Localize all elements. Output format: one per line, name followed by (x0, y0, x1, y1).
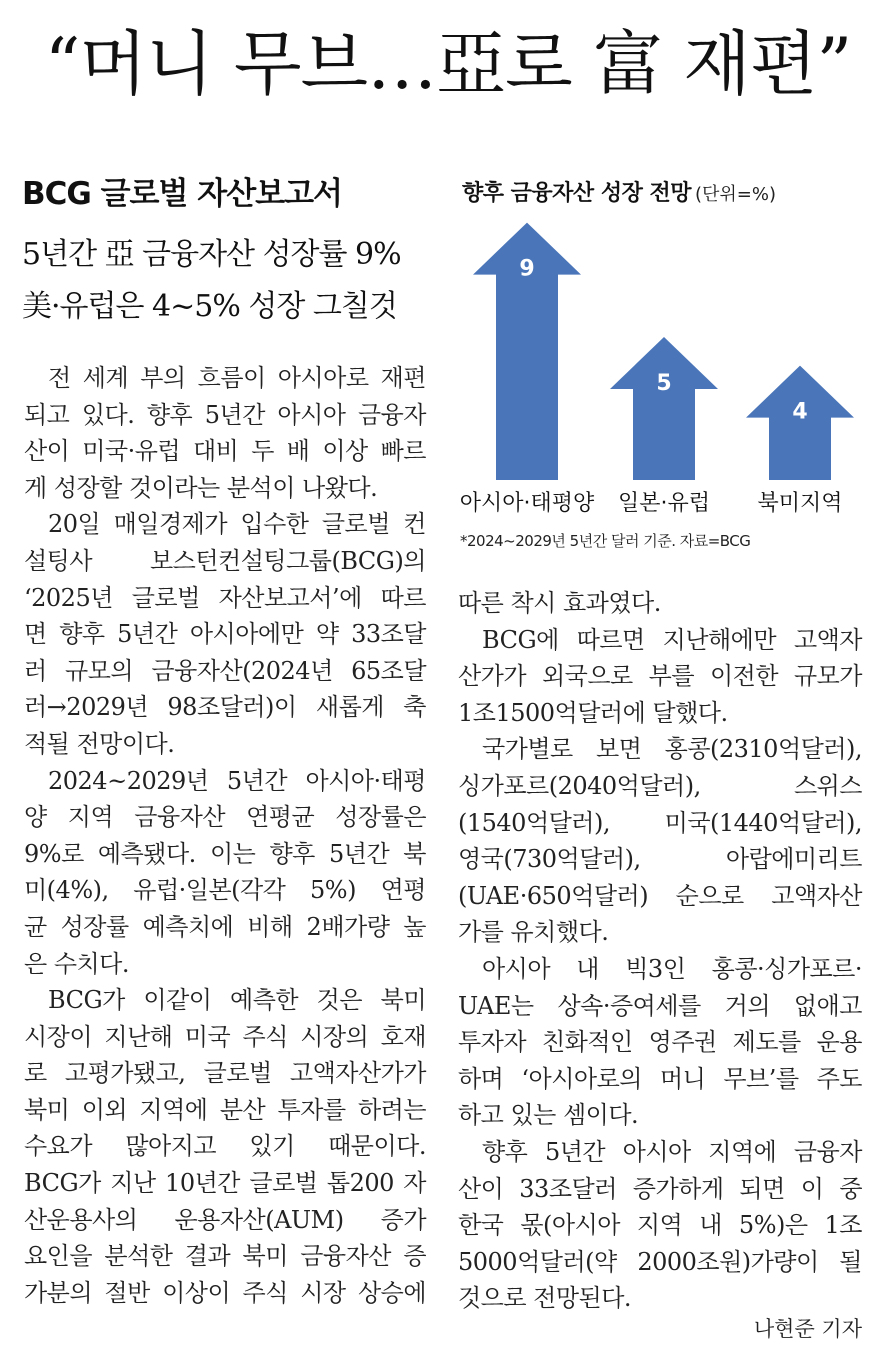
article-line: 게 성장할 것이라는 분석이 나왔다. (24, 473, 378, 502)
article-line: 가를 유치했다. (458, 918, 609, 947)
chart-canvas (450, 170, 870, 570)
article-line: 전 세계 부의 흐름이 아시아로 재편 (48, 364, 426, 392)
article-line: 투자자 친화적인 영주권 제도를 운용 (458, 1028, 862, 1057)
article-line: 따른 착시 효과였다. (458, 589, 661, 617)
data-label: 9 (519, 256, 535, 282)
article-line: 요인을 분석한 결과 북미 금융자산 증 (24, 1242, 426, 1271)
article-line: 영국(730억달러), 아랍에미리트 (458, 845, 862, 874)
byline: 나현준 기자 (753, 1317, 862, 1341)
data-label: 4 (792, 399, 808, 425)
article-line: BCG가 이같이 예측한 것은 북미 (48, 986, 426, 1015)
article-line: 러 규모의 금융자산(2024년 65조달 (24, 656, 426, 685)
deck-line-2: 美·유럽은 4~5% 성장 그칠것 (22, 289, 397, 324)
article-line: 면 향후 5년간 아시아에만 약 33조달 (24, 620, 426, 649)
article-line: 되고 있다. 향후 5년간 아시아 금융자 (24, 400, 426, 429)
article-line: 싱가포르(2040억달러), 스위스 (458, 771, 862, 800)
article-line: 러→2029년 98조달러)이 새롭게 축 (24, 693, 426, 722)
article-line: 산이 미국·유럽 대비 두 배 이상 빠르 (24, 437, 426, 466)
article-line: 하며 ‘아시아로의 머니 무브’를 주도 (458, 1064, 862, 1093)
article-line: 은 수치다. (24, 949, 129, 978)
article-line: 1조1500억달러에 달했다. (458, 698, 728, 727)
article-line: 균 성장률 예측치에 비해 2배가량 높 (24, 912, 426, 941)
article-line: ‘2025년 글로벌 자산보고서’에 따르 (24, 583, 426, 612)
article-line: 가분의 절반 이상이 주식 시장 상승에 (24, 1278, 426, 1307)
chart-source-note: *2024~2029년 5년간 달러 기준. 자료=BCG (460, 532, 751, 550)
subhead: BCG 글로벌 자산보고서 (22, 176, 342, 212)
deck-line-1: 5년간 亞 금융자산 성장률 9% (22, 237, 401, 272)
bar-arrow (610, 337, 718, 480)
article-line: BCG가 지난 10년간 글로벌 톱200 자 (24, 1169, 426, 1198)
chart-unit: (단위=%) (695, 184, 777, 205)
article-line: UAE는 상속·증여세를 거의 없애고 (458, 991, 862, 1020)
category-label: 일본·유럽 (617, 491, 711, 516)
article-line: 9%로 예측됐다. 이는 향후 5년간 북 (24, 839, 426, 868)
headline: “머니 무브…亞로 富 재편” (44, 23, 852, 105)
article-line: 로 고평가됐고, 글로벌 고액자산가가 (24, 1059, 426, 1088)
category-label: 아시아·태평양 (459, 491, 595, 516)
article-line: 하고 있는 셈이다. (458, 1101, 639, 1130)
article-line: 2024~2029년 5년간 아시아·태평 (48, 766, 426, 795)
article-line: 양 지역 금융자산 연평균 성장률은 (24, 803, 426, 832)
article-line: 향후 5년간 아시아 지역에 금융자 (482, 1137, 862, 1166)
article-line: 미(4%), 유럽·일본(각각 5%) 연평 (24, 876, 426, 905)
article-line: 5000억달러(약 2000조원)가량이 될 (458, 1247, 862, 1276)
article-line: 적될 전망이다. (24, 729, 175, 758)
category-label: 북미지역 (757, 491, 843, 516)
article-line: 산운용사의 운용자산(AUM) 증가 (24, 1205, 426, 1234)
article-line: 산가가 외국으로 부를 이전한 규모가 (458, 662, 862, 691)
article-line: 아시아 내 빅3인 홍콩·싱가포르· (482, 954, 862, 983)
article-line: 것으로 전망된다. (458, 1284, 632, 1313)
article-line: 국가별로 보면 홍콩(2310억달러), (482, 735, 862, 764)
article-line: (UAE·650억달러) 순으로 고액자산 (458, 881, 862, 910)
chart-header (462, 176, 776, 207)
chart-title: 향후 금융자산 성장 전망 (462, 181, 691, 206)
article-line: 시장이 지난해 미국 주식 시장의 호재 (24, 1022, 426, 1051)
article-line: 설팅사 보스턴컨설팅그룹(BCG)의 (24, 546, 426, 575)
article-line: BCG에 따르면 지난해에만 고액자 (482, 625, 862, 654)
data-label: 5 (656, 371, 672, 396)
article-line: 한국 몫(아시아 지역 내 5%)은 1조 (458, 1211, 862, 1240)
article-line: 수요가 많아지고 있기 때문이다. (24, 1132, 426, 1161)
article-line: 20일 매일경제가 입수한 글로벌 컨 (48, 510, 426, 539)
article-line: (1540억달러), 미국(1440억달러), (458, 808, 862, 837)
article-line: 산이 33조달러 증가하게 되면 이 중 (458, 1174, 862, 1203)
article-line: 북미 이외 지역에 분산 투자를 하려는 (24, 1095, 426, 1124)
article-left-column (24, 360, 426, 1311)
article-right-column (458, 585, 862, 1317)
growth-chart (450, 170, 870, 570)
